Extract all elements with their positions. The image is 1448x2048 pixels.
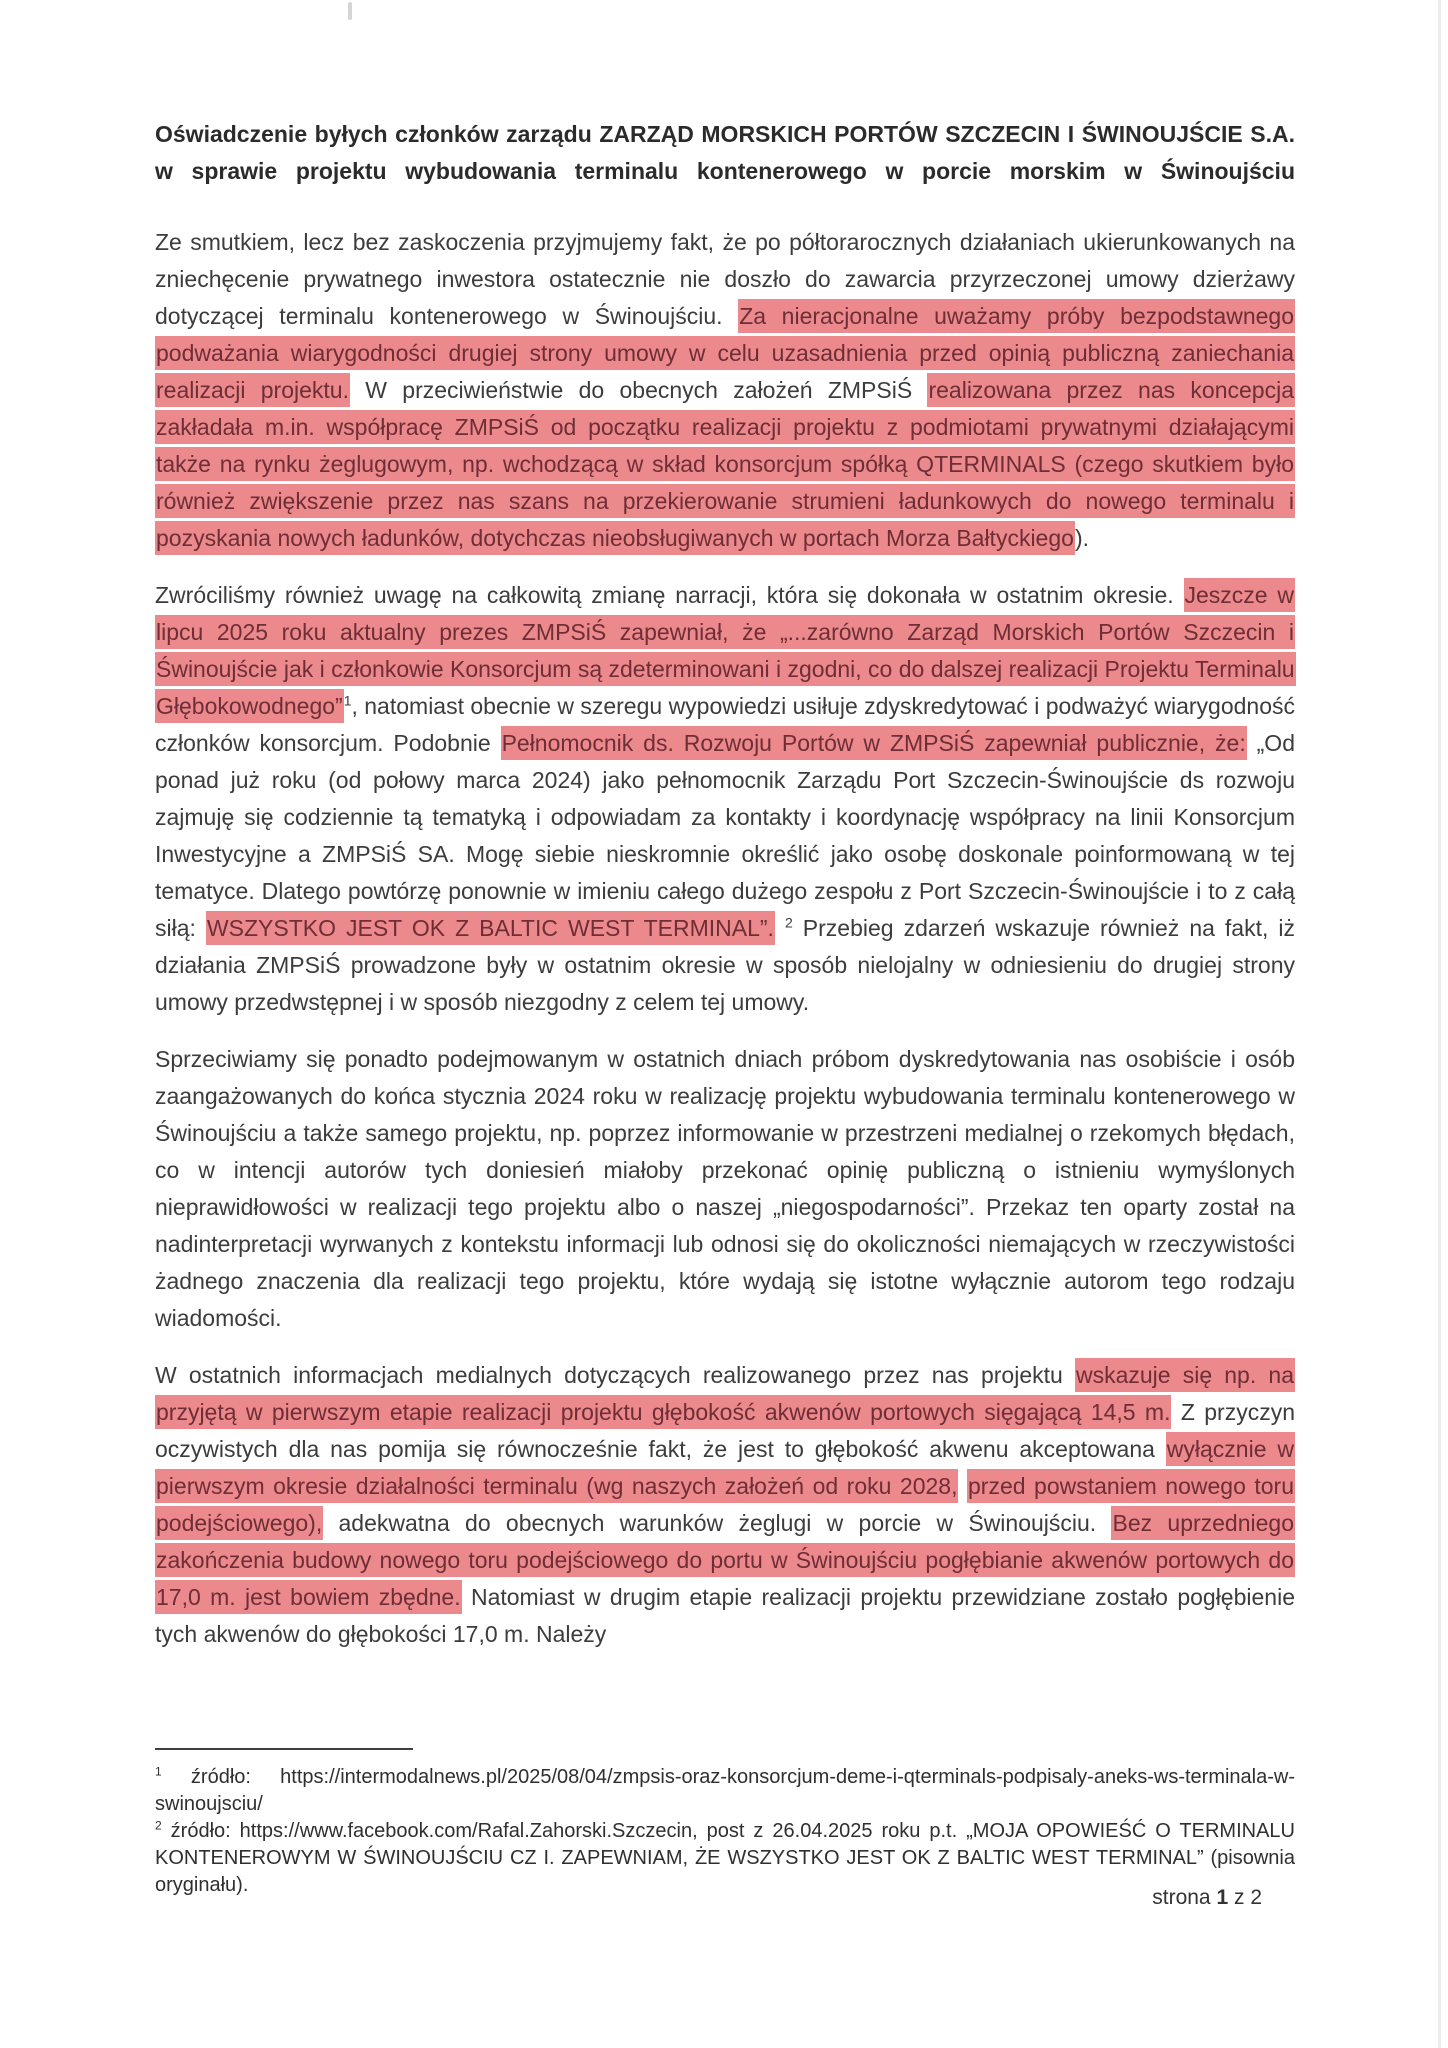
document-content — [155, 116, 1295, 1899]
scan-smudge-artifact — [348, 2, 352, 20]
highlighted-text-run: wyłącznie w pierwszym okresie działalności terminalu (wg naszych założeń od roku 2028, — [155, 1432, 1295, 1503]
footnote-1-marker: 1 — [155, 1764, 162, 1779]
paragraph-2 — [155, 577, 1295, 1021]
footnote-reference-2: 2 — [784, 914, 793, 931]
text-run: Ze smutkiem, lecz bez zaskoczenia przyjmujemy fakt, że po półtorarocznych działaniach ukierunkowanych na zniechęcenie prywatnego inwestora ostatecznie nie doszło do zawarcia przyrzeczonej umowy dzierżawy dotyczącej terminalu kontenerowego w Świnoujściu. — [155, 229, 1295, 329]
footnote-separator-line — [155, 1748, 413, 1750]
scan-edge-artifact — [1438, 0, 1441, 2048]
text-run — [958, 1473, 967, 1499]
footnote-2-text: źródło: https://www.facebook.com/Rafal.Zahorski.Szczecin, post z 26.04.2025 roku p.t. „MOJA OPOWIEŚĆ O TERMINALU KONTENEROWYM W ŚWINOUJŚCIU CZ I. ZAPEWNIAM, ŻE WSZYSTKO JEST OK Z BALTIC WEST TERMINAL” (pisownia oryginału). — [155, 1820, 1295, 1896]
highlighted-text-run: realizowana przez nas koncepcja zakładała m.in. współpracę ZMPSiŚ od początku realizacji projektu z podmiotami prywatnymi działającymi także na rynku żeglugowym, np. wchodzącą w skład konsorcjum spółką QTERMINALS (czego skutkiem było również zwiększenie przez nas szans na przekierowanie strumieni ładunkowych do nowego terminalu i pozyskania nowych ładunków, dotychczas nieobsługiwanych w portach Morza Bałtyckiego — [155, 373, 1295, 555]
highlighted-text-run: przed powstaniem nowego toru podejściowego), — [155, 1469, 1295, 1540]
footnote-1-text: źródło: https://intermodalnews.pl/2025/08/04/zmpsis-oraz-konsorcjum-deme-i-qterminals-podpisaly-aneks-ws-terminala-w-swinoujsciu/ — [155, 1766, 1295, 1815]
text-run: ). — [1074, 525, 1089, 551]
highlighted-text-run: Za nieracjonalne uważamy próby bezpodstawnego podważania wiarygodności drugiej strony umowy w celu uzasadnienia przed opinią publiczną zaniechania realizacji projektu. — [155, 299, 1295, 407]
text-run: Z przyczyn oczywistych dla nas pomija się równocześnie fakt, że jest to głębokość akwenu akceptowana — [155, 1399, 1295, 1462]
footnote-2-marker: 2 — [155, 1818, 162, 1833]
page-footer — [1152, 1886, 1262, 1910]
highlighted-text-run: Jeszcze w lipcu 2025 roku aktualny prezes ZMPSiŚ zapewniał, że „...zarówno Zarząd Morskich Portów Szczecin i Świnoujście jak i członkowie Konsorcjum są zdeterminowani i zgodni, co do dalszej realizacji Projektu Terminalu Głębokowodnego” — [155, 578, 1296, 723]
footnote-2 — [155, 1818, 1295, 1899]
footer-label-page: strona — [1152, 1886, 1217, 1909]
footer-total-pages: 2 — [1250, 1886, 1262, 1909]
highlighted-text-run: Bez uprzedniego zakończenia budowy nowego toru podejściowego do portu w Świnoujściu pogłębianie akwenów portowych do 17,0 m. jest bowiem zbędne. — [155, 1506, 1295, 1614]
footnote-reference-1: 1 — [343, 692, 352, 709]
paragraph-3 — [155, 1041, 1295, 1337]
footnotes-section — [155, 1748, 1295, 1899]
highlighted-text-run: wskazuje się np. na przyjętą w pierwszym etapie realizacji projektu głębokość akwenów portowych sięgającą 14,5 m. — [155, 1358, 1295, 1429]
text-run: W ostatnich informacjach medialnych dotyczących realizowanego przez nas projektu — [155, 1362, 1075, 1388]
text-run: Natomiast w drugim etapie realizacji projektu przewidziane zostało pogłębienie tych akwenów do głębokości 17,0 m. Należy — [155, 1584, 1295, 1647]
text-run — [775, 915, 785, 941]
text-run: adekwatna do obecnych warunków żeglugi w porcie w Świnoujściu. — [323, 1510, 1112, 1536]
text-run: „Od ponad już roku (od połowy marca 2024) jako pełnomocnik Zarządu Port Szczecin-Świnoujście ds rozwoju zajmuję się codziennie tą tematyką i odpowiadam za kontakty i koordynację współpracy na linii Konsorcjum Inwestycyjne a ZMPSiŚ SA. Mogę siebie nieskromnie określić jako osobę doskonale poinformowaną w tej tematyce. Dlatego powtórzę ponownie w imieniu całego dużego zespołu z Port Szczecin-Świnoujście i to z całą siłą: — [155, 730, 1295, 941]
highlighted-text-run: Pełnomocnik ds. Rozwoju Portów w ZMPSiŚ zapewniał publicznie, że: — [501, 726, 1247, 760]
footer-page-number: 1 — [1216, 1886, 1229, 1909]
paragraph-1 — [155, 224, 1295, 557]
footer-label-of: z — [1228, 1886, 1251, 1909]
text-run: Sprzeciwiamy się ponadto podejmowanym w ostatnich dniach próbom dyskredytowania nas osobiście i osób zaangażowanych do końca stycznia 2024 roku w realizację projektu wybudowania terminalu kontenerowego w Świnoujściu a także samego projektu, np. poprzez informowanie w przestrzeni medialnej o rzekomych błędach, co w intencji autorów tych doniesień miałoby przekonać opinię publiczną o istnieniu wymyślonych nieprawidłowości w realizacji tego projektu albo o naszej „niegospodarności”. Przekaz ten oparty został na nadinterpretacji wyrwanych z kontekstu informacji lub odnosi się do okoliczności niemających w rzeczywistości żadnego znaczenia dla realizacji tego projektu, które wydają się istotne wyłącznie autorom tego rodzaju wiadomości. — [155, 1046, 1295, 1331]
text-run: Zwróciliśmy również uwagę na całkowitą zmianę narracji, która się dokonała w ostatnim okresie. — [155, 582, 1184, 608]
highlighted-text-run: WSZYSTKO JEST OK Z BALTIC WEST TERMINAL”. — [206, 911, 775, 945]
footnote-1 — [155, 1764, 1295, 1818]
text-run: , natomiast obecnie w szeregu wypowiedzi usiłuje zdyskredytować i podważyć wiarygodność członków konsorcjum. Podobnie — [155, 693, 1295, 756]
text-run: W przeciwieństwie do obecnych założeń ZMPSiŚ — [349, 377, 928, 403]
paragraph-4 — [155, 1357, 1295, 1653]
document-title: Oświadczenie byłych członków zarządu ZARZĄD MORSKICH PORTÓW SZCZECIN I ŚWINOUJŚCIE S.A. w sprawie projektu wybudowania terminalu kontenerowego w porcie morskim w Świnoujściu — [155, 121, 1295, 184]
text-run: Przebieg zdarzeń wskazuje również na fakt, iż działania ZMPSiŚ prowadzone były w ostatnim okresie w sposób nielojalny w odniesieniu do drugiej strony umowy przedwstępnej i w sposób niezgodny z celem tej umowy. — [155, 915, 1296, 1015]
